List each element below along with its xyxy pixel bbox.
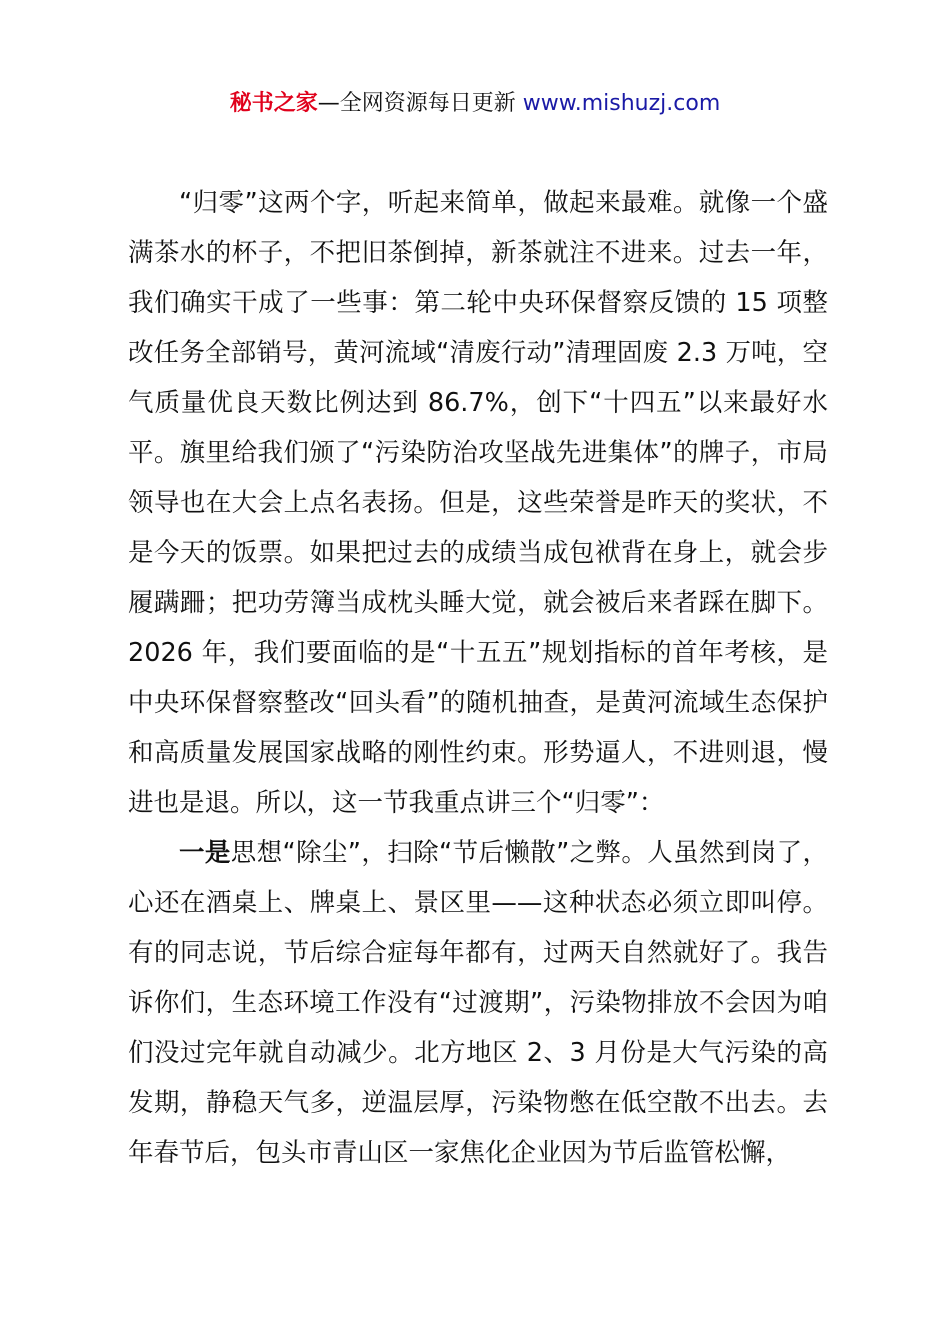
paragraph-1-text: “归零”这两个字，听起来简单，做起来最难。就像一个盛满茶水的杯子，不把旧茶倒掉，新茶就注不进来。过去一年，我们确实干成了一些事：第二轮中央环保督察反馈的 15 项整改任务全部销号，黄河流域“清废行动”清理固废 2.3 万吨，空气质量优良天数比例达到 86.7%，创下“十四五”以来最好水平。旗里给我们颁了“污染防治攻坚战先进集体”的牌子，市局领导也在大会上点名表扬。但是，这些荣誉是昨天的奖状，不是今天的饭票。如果把过去的成绩当成包袱背在身上，就会步履蹒跚；把功劳簿当成枕头睡大觉，就会被后来者踩在脚下。2026 年，我们要面临的是“十五五”规划指标的首年考核，是中央环保督察整改“回头看”的随机抽查，是黄河流域生态保护和高质量发展国家战略的刚性约束。形势逼人，不进则退，慢进也是退。所以，这一节我重点讲三个“归零”： — [128, 188, 828, 818]
paragraph-2-text: 思想“除尘”，扫除“节后懒散”之弊。人虽然到岗了，心还在酒桌上、牌桌上、景区里——这种状态必须立即叫停。有的同志说，节后综合症每年都有，过两天自然就好了。我告诉你们，生态环境工作没有“过渡期”，污染物排放不会因为咱们没过完年就自动减少。北方地区 2、3 月份是大气污染的高发期，静稳天气多，逆温层厚，污染物憋在低空散不出去。去年春节后，包头市青山区一家焦化企业因为节后监管松懈， — [128, 838, 828, 1168]
paragraph-2-lead: 一是 — [179, 838, 231, 868]
header-brand: 秘书之家 — [229, 91, 318, 116]
body-paragraph-1 — [128, 178, 828, 828]
body-paragraph-2 — [128, 828, 828, 1178]
document-header — [0, 88, 950, 120]
document-body — [128, 178, 828, 1178]
header-slogan: —全网资源每日更新 — [317, 91, 523, 116]
header-url-link[interactable]: www.mishuzj.com — [522, 91, 721, 116]
